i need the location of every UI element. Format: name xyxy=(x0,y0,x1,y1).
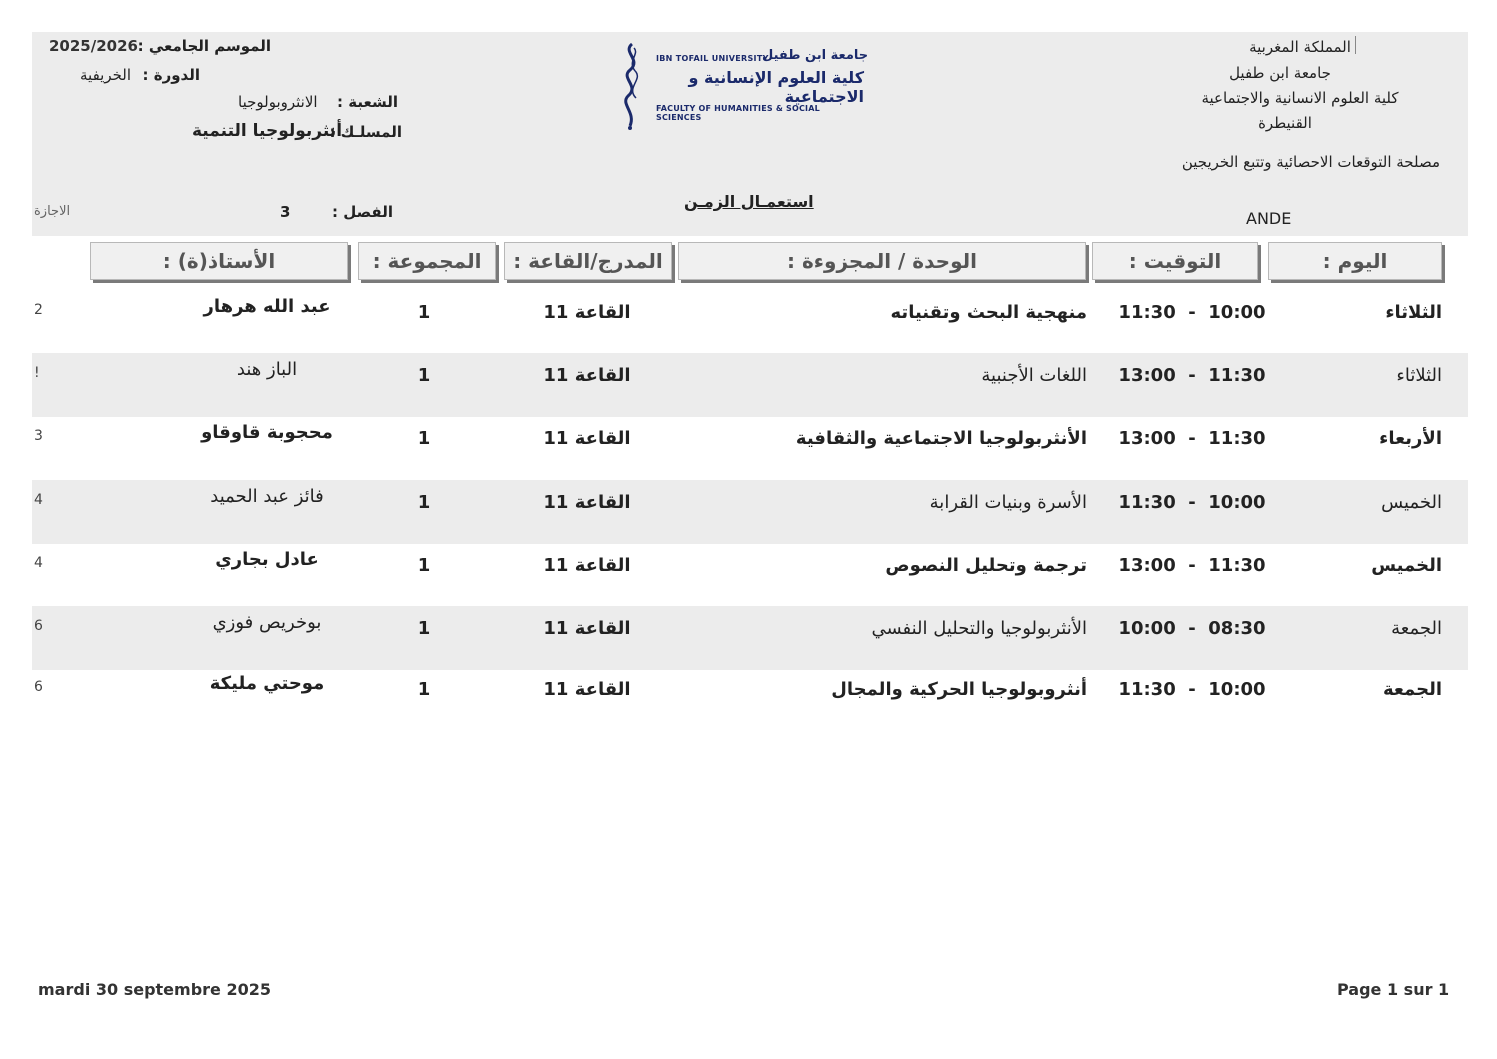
col-header-room: المدرج/القاعة : xyxy=(504,242,672,280)
row-cut-text: 2 xyxy=(34,302,43,318)
row-cut-text: 6 xyxy=(34,679,43,695)
university-label: جامعة ابن طفيل xyxy=(1229,64,1331,82)
row-day: الخميس xyxy=(1371,555,1442,576)
row-room: القاعة 11 xyxy=(543,428,631,449)
row-day: الجمعة xyxy=(1391,618,1442,639)
logo-university-en: IBN TOFAIL UNIVERSITY xyxy=(656,54,769,63)
row-time-end: 11:30 xyxy=(1118,492,1176,513)
row-time-start: 11:30 xyxy=(1208,365,1266,386)
table-row xyxy=(32,606,1468,670)
logo-faculty-ar: كلية العلوم الإنسانية و الاجتماعية xyxy=(688,68,864,106)
row-time: 13:00 - 11:30 xyxy=(1118,555,1266,576)
row-group: 1 xyxy=(417,492,431,513)
session-label: الدورة : xyxy=(142,66,200,84)
semester-label: الفصل : xyxy=(332,203,393,221)
row-unit: منهجية البحث وتقنياته xyxy=(890,302,1087,323)
footer-date: mardi 30 septembre 2025 xyxy=(38,980,271,999)
kingdom-label: المملكة المغربية xyxy=(1249,38,1351,56)
row-cut-text: 4 xyxy=(34,492,43,508)
code-label: ANDE xyxy=(1246,209,1292,228)
row-time: 11:30 - 10:00 xyxy=(1118,302,1266,323)
row-group: 1 xyxy=(417,428,431,449)
row-time-start: 11:30 xyxy=(1208,428,1266,449)
page-title: استعمـال الزمـن xyxy=(684,192,814,211)
col-header-unit: الوحدة / المجزوءة : xyxy=(678,242,1086,280)
degree-label: الاجازة xyxy=(34,204,71,219)
faculty-label: كلية العلوم الانسانية والاجتماعية xyxy=(1201,89,1399,107)
row-time: 11:30 - 10:00 xyxy=(1118,492,1266,513)
logo-emblem-icon xyxy=(612,40,652,132)
row-prof: الباز هند xyxy=(236,359,298,380)
row-day: الخميس xyxy=(1381,492,1442,513)
track-value: أنثربولوجيا التنمية xyxy=(192,121,343,141)
service-label: مصلحة التوقعات الاحصائية وتتبع الخريجين xyxy=(1181,153,1440,171)
table-row xyxy=(32,353,1468,417)
row-cut-text: 3 xyxy=(34,428,43,444)
row-time-start: 10:00 xyxy=(1208,679,1266,700)
row-time: 13:00 - 11:30 xyxy=(1118,428,1266,449)
row-day: الثلاثاء xyxy=(1396,365,1442,386)
row-time-start: 11:30 xyxy=(1208,555,1266,576)
row-room: القاعة 11 xyxy=(543,492,631,513)
row-day: الأربعاء xyxy=(1379,428,1442,449)
row-cut-text: 4 xyxy=(34,555,43,571)
row-room: القاعة 11 xyxy=(543,618,631,639)
row-day: الثلاثاء xyxy=(1385,302,1442,323)
track-label: المسلـك : xyxy=(329,123,402,141)
university-logo xyxy=(612,40,869,132)
row-unit: الأنثربولوجيا والتحليل النفسي xyxy=(871,618,1087,639)
row-time-end: 13:00 xyxy=(1118,365,1176,386)
row-unit: أنثروبولوجيا الحركية والمجال xyxy=(831,679,1087,700)
row-prof: فائز عبد الحميد xyxy=(210,486,324,507)
row-group: 1 xyxy=(417,618,431,639)
row-day: الجمعة xyxy=(1382,679,1442,700)
row-time-start: 10:00 xyxy=(1208,492,1266,513)
row-group: 1 xyxy=(417,555,431,576)
row-cut-text: 6 xyxy=(34,618,43,634)
row-prof: محجوبة قاوقاو xyxy=(201,422,333,443)
table-row xyxy=(32,669,1468,733)
col-header-group: المجموعة : xyxy=(358,242,496,280)
row-prof: عادل بجاري xyxy=(215,549,319,570)
table-row xyxy=(32,480,1468,544)
col-header-prof: الأستاذ(ة) : xyxy=(90,242,348,280)
row-unit: ترجمة وتحليل النصوص xyxy=(885,555,1087,576)
row-group: 1 xyxy=(417,679,431,700)
table-row xyxy=(32,290,1468,354)
row-prof: عبد الله هرهار xyxy=(203,296,331,317)
season-label: الموسم الجامعي : xyxy=(137,37,271,55)
col-header-time: التوقيت : xyxy=(1092,242,1258,280)
row-time-end: 11:30 xyxy=(1118,302,1176,323)
row-room: القاعة 11 xyxy=(543,365,631,386)
row-room: القاعة 11 xyxy=(543,555,631,576)
row-prof: بوخريص فوزي xyxy=(212,612,322,633)
row-unit: الأسرة وبنيات القرابة xyxy=(929,492,1087,513)
logo-university-ar: جامعة ابن طفيل xyxy=(762,48,869,63)
row-room: القاعة 11 xyxy=(543,302,631,323)
row-prof: موحتي مليكة xyxy=(209,673,325,694)
row-time: 13:00 - 11:30 xyxy=(1118,365,1266,386)
row-time-start: 08:30 xyxy=(1208,618,1266,639)
row-time-end: 13:00 xyxy=(1118,555,1176,576)
table-row xyxy=(32,416,1468,480)
row-group: 1 xyxy=(417,365,431,386)
col-header-day: اليوم : xyxy=(1268,242,1442,280)
row-room: القاعة 11 xyxy=(543,679,631,700)
row-time-end: 10:00 xyxy=(1118,618,1176,639)
row-unit: الأنثربولوجيا الاجتماعية والثقافية xyxy=(795,428,1087,449)
row-time-end: 13:00 xyxy=(1118,428,1176,449)
city-label: القنيطرة xyxy=(1258,114,1312,132)
footer-page: Page 1 sur 1 xyxy=(1337,980,1450,999)
table-row xyxy=(32,543,1468,607)
season-value: 2025/2026 xyxy=(49,37,138,55)
row-unit: اللغات الأجنبية xyxy=(981,365,1087,386)
branch-label: الشعبة : xyxy=(337,93,398,111)
row-time: 11:30 - 10:00 xyxy=(1118,679,1266,700)
branch-value: الانثروبولوجيا xyxy=(238,93,318,111)
row-time: 10:00 - 08:30 xyxy=(1118,618,1266,639)
row-cut-text: ! xyxy=(34,365,40,381)
session-value: الخريفية xyxy=(80,66,132,84)
divider-mark xyxy=(1355,36,1356,54)
row-time-end: 11:30 xyxy=(1118,679,1176,700)
row-time-start: 10:00 xyxy=(1208,302,1266,323)
row-group: 1 xyxy=(417,302,431,323)
semester-value: 3 xyxy=(280,203,291,221)
logo-faculty-en: FACULTY OF HUMANITIES & SOCIAL SCIENCES xyxy=(656,104,820,122)
